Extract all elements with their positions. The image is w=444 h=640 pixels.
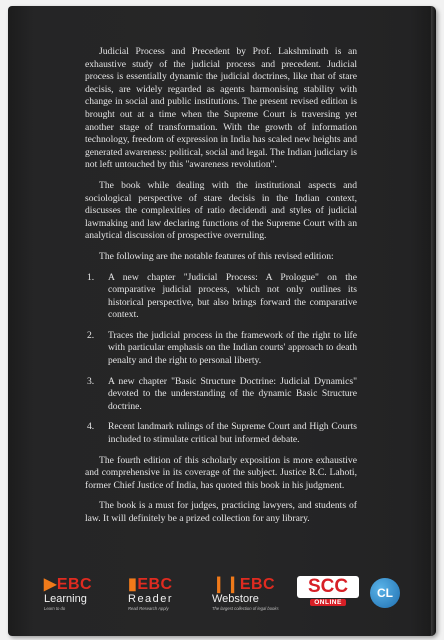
play-icon: ▶	[44, 576, 57, 593]
feature-item	[85, 330, 357, 368]
scc-online-logo	[297, 576, 359, 606]
book-back-cover	[8, 6, 436, 636]
ebc-brand: EBC	[56, 576, 93, 593]
feature-number: 4.	[87, 421, 95, 433]
feature-text: A new chapter "Basic Structure Doctrine: Judicial Dynamics" devoted to the understanding of the dynamic Basic Structure doctrine.	[108, 375, 357, 412]
feature-number: 2.	[87, 329, 95, 341]
ebc-learning-logo	[44, 574, 114, 620]
webstore-name: Webstore	[212, 593, 259, 605]
feature-item	[85, 272, 357, 322]
books-icon: ❙❙	[212, 576, 240, 593]
blurb-text	[85, 46, 357, 526]
webstore-tagline: The largest collection of legal books	[212, 606, 279, 611]
feature-number: 1.	[87, 271, 95, 283]
feature-text: Traces the judicial process in the framework of the right to life with particular emphasis on the Indian courts' approach to death penalty and the right to personal liberty.	[108, 329, 357, 367]
learning-name: Learning	[44, 593, 87, 605]
reader-tagline: Read Research Apply	[128, 606, 169, 611]
ebc-brand: EBC	[239, 576, 276, 593]
paragraph-features-lead: The following are the notable features of this revised edition:	[99, 250, 334, 262]
ebc-reader-logo	[128, 574, 200, 620]
paragraph-institutional: The book while dealing with the institutional aspects and sociological perspective of stare decisis in the Indian context, discusses the complexities of ratio decidendi and styles of judicial lawmaking and law declaring functions of the Supreme Court with an analytical discussion of prospective overruling.	[85, 179, 357, 242]
features-list	[85, 272, 357, 447]
book-icon: ▮	[128, 576, 138, 593]
scc-brand: SCC	[297, 576, 359, 598]
feature-item	[85, 421, 357, 446]
ebc-brand: EBC	[137, 576, 173, 593]
feature-item	[85, 376, 357, 414]
reader-name: Reader	[128, 593, 174, 605]
paragraph-intro: Judicial Process and Precedent by Prof. Lakshminath is an exhaustive study of the judicial process and precedent. Judicial process is essentially dynamic the judicial doctrines, like that of stare decisis, are widely regarded as agents harmonising stability with change in social and public institutions. The present revised edition is brought out at a time when the Supreme Court is traversing yet another stage of transformation. With the growth of information technology, freedom of expression in India has scaled new heights and generated awareness: political, social and legal. The Indian judiciary is not left untouched by this "awareness revolution".	[85, 46, 357, 171]
cl-logo: CL	[370, 578, 400, 608]
publisher-logos	[44, 574, 416, 620]
ebc-webstore-logo	[212, 574, 290, 620]
paragraph-fourth-edition: The fourth edition of this scholarly exposition is more exhaustive and comprehensive in its coverage of the subject. Justice R.C. Lahoti, former Chief Justice of India, has quoted this book in his judgment.	[85, 454, 357, 491]
feature-number: 3.	[87, 375, 95, 387]
feature-text: Recent landmark rulings of the Supreme Court and High Courts included to stimulate critical but informed debate.	[108, 421, 357, 446]
scc-online-label: ONLINE	[310, 599, 346, 606]
feature-text: A new chapter "Judicial Process: A Prologue" on the comparative judicial process, which not only outlines its historical perspective, but also brings forward the comparative context.	[108, 271, 357, 321]
paragraph-closing: The book is a must for judges, practicing lawyers, and students of law. It will definitely be a prized collection for any library.	[85, 500, 357, 524]
book-spine-edge	[431, 6, 436, 636]
learning-tagline: Learn to do	[44, 606, 66, 611]
